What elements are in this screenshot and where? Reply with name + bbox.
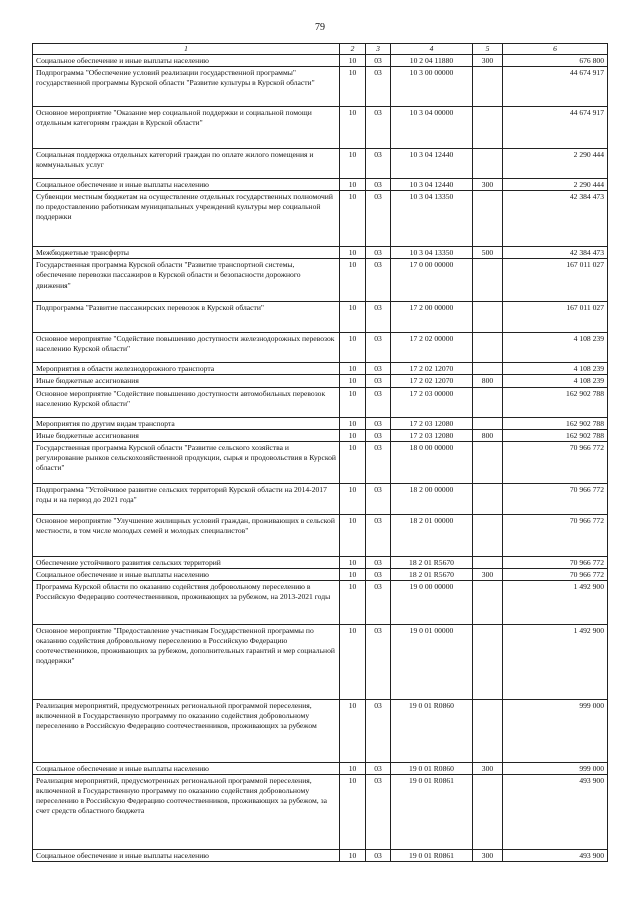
target-article-cell: 19 0 01 R0861 <box>391 850 473 862</box>
expense-type-cell <box>473 333 503 363</box>
amount-cell: 162 902 788 <box>503 417 608 429</box>
subsection-code-cell: 03 <box>366 850 391 862</box>
subsection-code-cell: 03 <box>366 191 391 247</box>
table-row <box>33 67 608 107</box>
row-name-cell: Мероприятия в области железнодорожного транспорта <box>33 363 340 375</box>
row-name-cell: Подпрограмма "Обеспечение условий реализации государственной программы" государственной программы Курской области "Развитие культуры в Курской области" <box>33 67 340 107</box>
section-code-cell: 10 <box>340 302 366 333</box>
row-name-cell: Основное мероприятие "Улучшение жилищных условий граждан, проживающих в сельской местности, в том числе молодых семей и молодых специалистов" <box>33 514 340 556</box>
amount-cell: 44 674 917 <box>503 107 608 149</box>
subsection-code-cell: 03 <box>366 514 391 556</box>
table-row <box>33 483 608 514</box>
section-code-cell: 10 <box>340 387 366 417</box>
table-header-row <box>33 44 608 55</box>
subsection-code-cell: 03 <box>366 259 391 302</box>
target-article-cell: 10 3 04 12440 <box>391 179 473 191</box>
expense-type-cell <box>473 149 503 179</box>
row-name-cell: Основное мероприятие "Содействие повышению доступности железнодорожных перевозок населению Курской области" <box>33 333 340 363</box>
subsection-code-cell: 03 <box>366 333 391 363</box>
row-name-cell: Подпрограмма "Развитие пассажирских перевозок в Курской области" <box>33 302 340 333</box>
expense-type-cell <box>473 107 503 149</box>
section-code-cell: 10 <box>340 363 366 375</box>
table-row <box>33 429 608 441</box>
section-code-cell: 10 <box>340 699 366 762</box>
budget-table <box>32 43 608 862</box>
expense-type-cell <box>473 441 503 483</box>
expense-type-cell <box>473 624 503 699</box>
row-name-cell: Иные бюджетные ассигнования <box>33 375 340 387</box>
subsection-code-cell: 03 <box>366 417 391 429</box>
row-name-cell: Социальное обеспечение и иные выплаты населению <box>33 850 340 862</box>
section-code-cell: 10 <box>340 429 366 441</box>
row-name-cell: Обеспечение устойчивого развития сельских территорий <box>33 556 340 568</box>
expense-type-cell <box>473 580 503 624</box>
target-article-cell: 18 0 00 00000 <box>391 441 473 483</box>
subsection-code-cell: 03 <box>366 302 391 333</box>
subsection-code-cell: 03 <box>366 387 391 417</box>
expense-type-cell <box>473 417 503 429</box>
expense-type-cell: 300 <box>473 762 503 774</box>
section-code-cell: 10 <box>340 107 366 149</box>
amount-cell: 493 900 <box>503 775 608 850</box>
subsection-code-cell: 03 <box>366 429 391 441</box>
table-row <box>33 762 608 774</box>
amount-cell: 70 966 772 <box>503 514 608 556</box>
expense-type-cell <box>473 191 503 247</box>
amount-cell: 676 800 <box>503 55 608 67</box>
target-article-cell: 17 2 03 00000 <box>391 387 473 417</box>
target-article-cell: 17 0 00 00000 <box>391 259 473 302</box>
row-name-cell: Реализация мероприятий, предусмотренных региональной программой переселения, включенной в Государственную программу по оказанию содействия добровольному переселению в Российскую Федерацию соотечественников, проживающих за рубежом, за счет средств областного бюджета <box>33 775 340 850</box>
row-name-cell: Субвенции местным бюджетам на осуществление отдельных государственных полномочий по предоставлению работникам муниципальных учреждений культуры мер социальной поддержки <box>33 191 340 247</box>
table-row <box>33 179 608 191</box>
table-row <box>33 568 608 580</box>
amount-cell: 1 492 900 <box>503 580 608 624</box>
table-row <box>33 514 608 556</box>
amount-cell: 167 011 027 <box>503 302 608 333</box>
table-row <box>33 55 608 67</box>
target-article-cell: 17 2 02 00000 <box>391 333 473 363</box>
subsection-code-cell: 03 <box>366 375 391 387</box>
column-header: 2 <box>340 44 366 55</box>
table-row <box>33 247 608 259</box>
section-code-cell: 10 <box>340 580 366 624</box>
table-row <box>33 850 608 862</box>
amount-cell: 1 492 900 <box>503 624 608 699</box>
amount-cell: 70 966 772 <box>503 441 608 483</box>
expense-type-cell: 300 <box>473 568 503 580</box>
subsection-code-cell: 03 <box>366 762 391 774</box>
subsection-code-cell: 03 <box>366 363 391 375</box>
amount-cell: 70 966 772 <box>503 568 608 580</box>
target-article-cell: 18 2 01 00000 <box>391 514 473 556</box>
target-article-cell: 10 3 04 12440 <box>391 149 473 179</box>
section-code-cell: 10 <box>340 67 366 107</box>
section-code-cell: 10 <box>340 247 366 259</box>
column-header: 1 <box>33 44 340 55</box>
expense-type-cell <box>473 302 503 333</box>
target-article-cell: 10 2 04 11880 <box>391 55 473 67</box>
target-article-cell: 10 3 04 00000 <box>391 107 473 149</box>
section-code-cell: 10 <box>340 441 366 483</box>
section-code-cell: 10 <box>340 483 366 514</box>
target-article-cell: 19 0 01 R0860 <box>391 762 473 774</box>
subsection-code-cell: 03 <box>366 775 391 850</box>
section-code-cell: 10 <box>340 762 366 774</box>
subsection-code-cell: 03 <box>366 483 391 514</box>
subsection-code-cell: 03 <box>366 568 391 580</box>
table-row <box>33 363 608 375</box>
table-row <box>33 302 608 333</box>
row-name-cell: Основное мероприятие "Предоставление участникам Государственной программы по оказанию содействия добровольному переселению в Российскую Федерацию соотечественников, проживающих за рубежом, дополнительных гарантий и мер социальной поддержки" <box>33 624 340 699</box>
row-name-cell: Основное мероприятие "Оказание мер социальной поддержки и социальной помощи отдельным категориям граждан в Курской области" <box>33 107 340 149</box>
column-header: 4 <box>391 44 473 55</box>
target-article-cell: 17 2 00 00000 <box>391 302 473 333</box>
row-name-cell: Государственная программа Курской области "Развитие сельского хозяйства и регулирование рынков сельскохозяйственной продукции, сырья и продовольствия в Курской области" <box>33 441 340 483</box>
amount-cell: 42 384 473 <box>503 247 608 259</box>
row-name-cell: Реализация мероприятий, предусмотренных региональной программой переселения, включенной в Государственную программу по оказанию содействия добровольному переселению в Российскую Федерацию соотечественников, проживающих за рубежом <box>33 699 340 762</box>
target-article-cell: 18 2 01 R5670 <box>391 568 473 580</box>
table-row <box>33 387 608 417</box>
row-name-cell: Подпрограмма "Устойчивое развитие сельских территорий Курской области на 2014-2017 годы и на период до 2021 года" <box>33 483 340 514</box>
target-article-cell: 18 2 01 R5670 <box>391 556 473 568</box>
target-article-cell: 10 3 04 13350 <box>391 247 473 259</box>
row-name-cell: Государственная программа Курской области "Развитие транспортной системы, обеспечение перевозки пассажиров в Курской области и безопасности дорожного движения" <box>33 259 340 302</box>
amount-cell: 999 000 <box>503 699 608 762</box>
section-code-cell: 10 <box>340 179 366 191</box>
expense-type-cell: 500 <box>473 247 503 259</box>
table-row <box>33 580 608 624</box>
target-article-cell: 10 3 00 00000 <box>391 67 473 107</box>
expense-type-cell <box>473 387 503 417</box>
amount-cell: 44 674 917 <box>503 67 608 107</box>
amount-cell: 70 966 772 <box>503 483 608 514</box>
expense-type-cell <box>473 514 503 556</box>
table-row <box>33 624 608 699</box>
column-header: 6 <box>503 44 608 55</box>
subsection-code-cell: 03 <box>366 624 391 699</box>
row-name-cell: Основное мероприятие "Содействие повышению доступности автомобильных перевозок населению Курской области" <box>33 387 340 417</box>
subsection-code-cell: 03 <box>366 107 391 149</box>
subsection-code-cell: 03 <box>366 179 391 191</box>
table-row <box>33 441 608 483</box>
section-code-cell: 10 <box>340 568 366 580</box>
row-name-cell: Межбюджетные трансферты <box>33 247 340 259</box>
target-article-cell: 19 0 00 00000 <box>391 580 473 624</box>
target-article-cell: 19 0 01 R0860 <box>391 699 473 762</box>
section-code-cell: 10 <box>340 624 366 699</box>
section-code-cell: 10 <box>340 514 366 556</box>
table-row <box>33 107 608 149</box>
table-row <box>33 259 608 302</box>
table-row <box>33 699 608 762</box>
section-code-cell: 10 <box>340 55 366 67</box>
table-row <box>33 556 608 568</box>
amount-cell: 2 290 444 <box>503 149 608 179</box>
subsection-code-cell: 03 <box>366 247 391 259</box>
amount-cell: 999 000 <box>503 762 608 774</box>
column-header: 3 <box>366 44 391 55</box>
column-header: 5 <box>473 44 503 55</box>
section-code-cell: 10 <box>340 149 366 179</box>
section-code-cell: 10 <box>340 375 366 387</box>
amount-cell: 42 384 473 <box>503 191 608 247</box>
expense-type-cell <box>473 775 503 850</box>
target-article-cell: 19 0 01 00000 <box>391 624 473 699</box>
page-number: 79 <box>315 22 325 33</box>
amount-cell: 4 108 239 <box>503 375 608 387</box>
subsection-code-cell: 03 <box>366 149 391 179</box>
row-name-cell: Социальное обеспечение и иные выплаты населению <box>33 762 340 774</box>
subsection-code-cell: 03 <box>366 441 391 483</box>
target-article-cell: 19 0 01 R0861 <box>391 775 473 850</box>
expense-type-cell <box>473 259 503 302</box>
expense-type-cell: 800 <box>473 429 503 441</box>
expense-type-cell <box>473 699 503 762</box>
table-row <box>33 775 608 850</box>
row-name-cell: Социальное обеспечение и иные выплаты населению <box>33 55 340 67</box>
section-code-cell: 10 <box>340 333 366 363</box>
amount-cell: 162 902 788 <box>503 429 608 441</box>
row-name-cell: Социальное обеспечение и иные выплаты населению <box>33 179 340 191</box>
expense-type-cell <box>473 67 503 107</box>
expense-type-cell: 300 <box>473 850 503 862</box>
section-code-cell: 10 <box>340 259 366 302</box>
amount-cell: 493 900 <box>503 850 608 862</box>
section-code-cell: 10 <box>340 556 366 568</box>
target-article-cell: 17 2 02 12070 <box>391 375 473 387</box>
amount-cell: 4 108 239 <box>503 333 608 363</box>
amount-cell: 162 902 788 <box>503 387 608 417</box>
amount-cell: 167 011 027 <box>503 259 608 302</box>
expense-type-cell: 800 <box>473 375 503 387</box>
table-row <box>33 333 608 363</box>
row-name-cell: Программа Курской области по оказанию содействия добровольному переселению в Российскую Федерацию соотечественников, проживающих за рубежом, на 2013-2021 годы <box>33 580 340 624</box>
target-article-cell: 10 3 04 13350 <box>391 191 473 247</box>
subsection-code-cell: 03 <box>366 699 391 762</box>
expense-type-cell <box>473 363 503 375</box>
target-article-cell: 17 2 02 12070 <box>391 363 473 375</box>
expense-type-cell <box>473 556 503 568</box>
subsection-code-cell: 03 <box>366 556 391 568</box>
section-code-cell: 10 <box>340 775 366 850</box>
amount-cell: 4 108 239 <box>503 363 608 375</box>
row-name-cell: Иные бюджетные ассигнования <box>33 429 340 441</box>
table-row <box>33 375 608 387</box>
amount-cell: 2 290 444 <box>503 179 608 191</box>
subsection-code-cell: 03 <box>366 580 391 624</box>
amount-cell: 70 966 772 <box>503 556 608 568</box>
subsection-code-cell: 03 <box>366 55 391 67</box>
row-name-cell: Социальное обеспечение и иные выплаты населению <box>33 568 340 580</box>
section-code-cell: 10 <box>340 417 366 429</box>
table-row <box>33 417 608 429</box>
row-name-cell: Социальная поддержка отдельных категорий граждан по оплате жилого помещения и коммунальных услуг <box>33 149 340 179</box>
section-code-cell: 10 <box>340 191 366 247</box>
subsection-code-cell: 03 <box>366 67 391 107</box>
row-name-cell: Мероприятия по другим видам транспорта <box>33 417 340 429</box>
table-row <box>33 191 608 247</box>
expense-type-cell: 300 <box>473 179 503 191</box>
section-code-cell: 10 <box>340 850 366 862</box>
target-article-cell: 18 2 00 00000 <box>391 483 473 514</box>
target-article-cell: 17 2 03 12080 <box>391 429 473 441</box>
target-article-cell: 17 2 03 12080 <box>391 417 473 429</box>
table-row <box>33 149 608 179</box>
expense-type-cell: 300 <box>473 55 503 67</box>
expense-type-cell <box>473 483 503 514</box>
